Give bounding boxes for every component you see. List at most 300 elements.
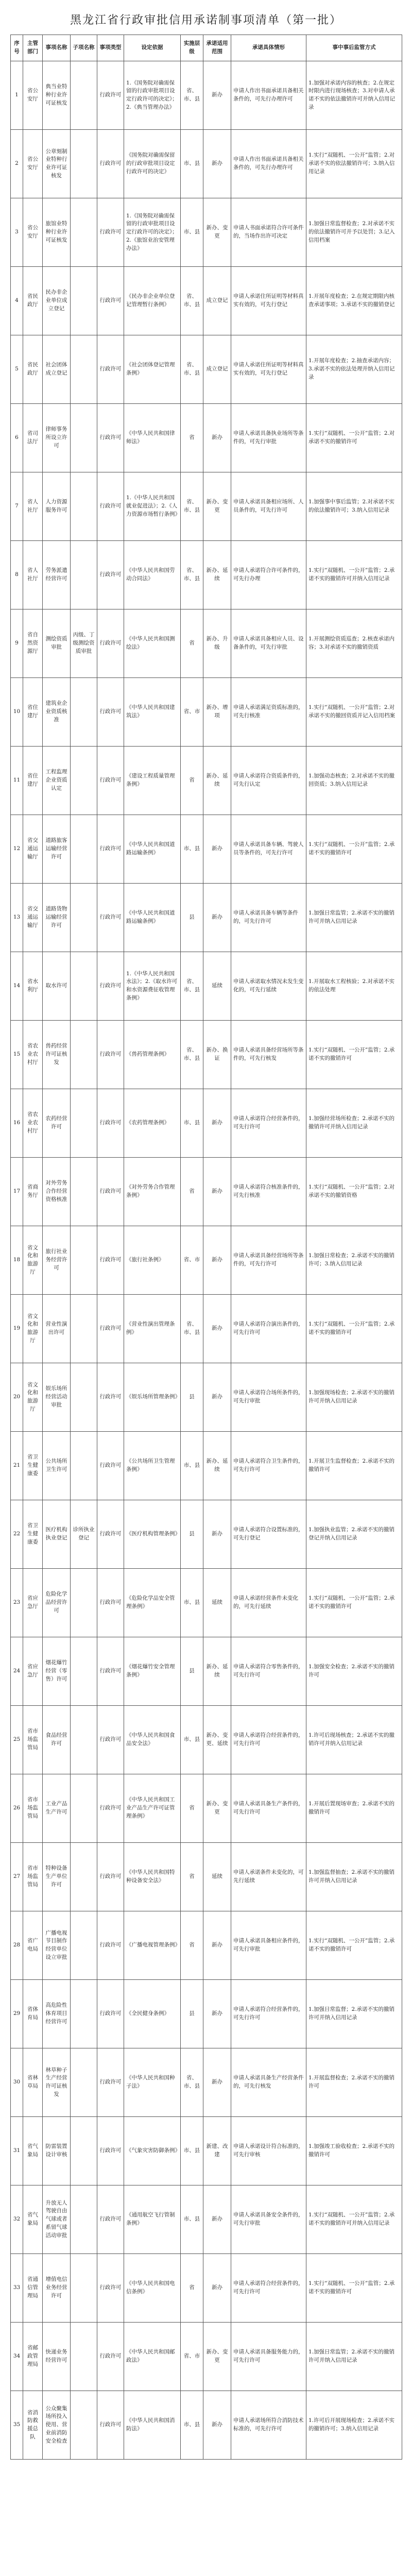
cell-sub xyxy=(71,1158,97,1226)
cell-sub xyxy=(71,1774,97,1843)
table-row xyxy=(11,1363,402,1432)
table-row xyxy=(11,472,402,541)
cell-commit: 申请人承诺设计符合标准的，可先行审核 xyxy=(231,2117,306,2185)
cell-name: 高危险性体育项目经营许可 xyxy=(43,1980,71,2048)
cell-dept: 省交通运输厅 xyxy=(23,815,43,884)
cell-range: 新办 xyxy=(203,2391,231,2460)
cell-super: 1.加强日常监管；2.承诺不实的撤销许可并纳入信用记录 xyxy=(306,884,402,952)
cell-range: 成立登记 xyxy=(203,267,231,335)
cell-range: 新办 xyxy=(203,2185,231,2254)
cell-super: 1.许可后现场核查；2.承诺不实的撤销许可并纳入信用记录 xyxy=(306,1706,402,1774)
cell-level: 省、市、县 xyxy=(181,472,203,541)
cell-name: 民办非企业单位成立登记 xyxy=(43,267,71,335)
cell-commit: 申请人承诺具备执业场所等条件的，可先行审批 xyxy=(231,404,306,472)
cell-level: 县 xyxy=(181,1500,203,1569)
cell-sub xyxy=(71,61,97,130)
cell-super: 1.许可后开展现场检查；2.承诺不实的撤销许可；3.纳入信用记录 xyxy=(306,2391,402,2460)
table-row xyxy=(11,1569,402,1637)
cell-type: 行政许可 xyxy=(97,2391,124,2460)
cell-no: 16 xyxy=(11,1089,23,1158)
cell-basis: 《医疗机构管理条例》 xyxy=(124,1500,181,1569)
cell-sub: 诊所执业登记 xyxy=(71,1500,97,1569)
cell-super: 1.加强现场检查；2.承诺不实的撤销许可并纳入信用记录 xyxy=(306,1363,402,1432)
cell-dept: 省广电局 xyxy=(23,1911,43,1980)
cell-range: 新办 xyxy=(203,2254,231,2323)
cell-sub xyxy=(71,1980,97,2048)
cell-super: 1.实行“双随机、一公开”监管；2.承诺不实的撤销许可 xyxy=(306,1021,402,1089)
cell-no: 23 xyxy=(11,1569,23,1637)
cell-sub xyxy=(71,404,97,472)
cell-sub xyxy=(71,2323,97,2391)
table-body xyxy=(11,61,402,2460)
cell-name: 农药经营许可 xyxy=(43,1089,71,1158)
cell-basis: 《中华人民共和国消防法》 xyxy=(124,2391,181,2460)
cell-dept: 省通信管理局 xyxy=(23,2254,43,2323)
cell-no: 2 xyxy=(11,130,23,198)
cell-level: 省 xyxy=(181,1158,203,1226)
cell-basis: 《建设工程质量管理条例》 xyxy=(124,747,181,815)
cell-name: 危险化学品经营许可 xyxy=(43,1569,71,1637)
cell-name: 升放无人驾驶自由气球或者系留气球活动审批 xyxy=(43,2185,71,2254)
cell-type: 行政许可 xyxy=(97,61,124,130)
cell-name: 公章刻制业特种行业许可证核发 xyxy=(43,130,71,198)
cell-no: 13 xyxy=(11,884,23,952)
cell-type: 行政许可 xyxy=(97,1637,124,1706)
cell-sub xyxy=(71,541,97,609)
cell-no: 26 xyxy=(11,1774,23,1843)
cell-level: 县 xyxy=(181,1637,203,1706)
cell-type: 行政许可 xyxy=(97,1021,124,1089)
table-row xyxy=(11,2185,402,2254)
table-row xyxy=(11,1295,402,1363)
document-page xyxy=(10,0,402,2465)
table-row xyxy=(11,2048,402,2117)
cell-commit: 申请人承诺符合设置标准的，可先行登记 xyxy=(231,1500,306,1569)
table-row xyxy=(11,1637,402,1706)
cell-super: 1.加强经营场所检查；2.承诺不实的撤销许可并纳入信用记录 xyxy=(306,1089,402,1158)
table-row xyxy=(11,747,402,815)
cell-no: 17 xyxy=(11,1158,23,1226)
table-row xyxy=(11,2391,402,2460)
cell-range: 新办 xyxy=(203,1158,231,1226)
cell-level: 市、县 xyxy=(181,198,203,267)
cell-basis: 《娱乐场所管理条例》 xyxy=(124,1363,181,1432)
cell-no: 10 xyxy=(11,678,23,747)
cell-basis: 《中华人民共和国种子法》 xyxy=(124,2048,181,2117)
cell-level: 省 xyxy=(181,404,203,472)
cell-commit: 申请人承诺符合资质条件的，可先行认定 xyxy=(231,747,306,815)
cell-commit: 申请人承诺符合卫生条件的，可先行许可 xyxy=(231,1432,306,1500)
cell-sub xyxy=(71,335,97,404)
cell-range: 新建、改建 xyxy=(203,2117,231,2185)
cell-commit: 申请人承诺具备安全条件的，可先行审批 xyxy=(231,2185,306,2254)
cell-sub xyxy=(71,1569,97,1637)
table-row xyxy=(11,1089,402,1158)
cell-basis: 《营业性演出管理条例》 xyxy=(124,1295,181,1363)
cell-dept: 省气象局 xyxy=(23,2117,43,2185)
cell-name: 营业性演出许可 xyxy=(43,1295,71,1363)
cell-basis: 《气象灾害防御条例》 xyxy=(124,2117,181,2185)
cell-commit: 申请人承诺取水情况未发生变化的，可先行延续 xyxy=(231,952,306,1021)
cell-no: 12 xyxy=(11,815,23,884)
cell-no: 18 xyxy=(11,1226,23,1295)
cell-type: 行政许可 xyxy=(97,1363,124,1432)
cell-commit: 申请人承诺条件未变化的，可先行延续 xyxy=(231,1843,306,1911)
document-title: 黑龙江省行政审批信用承诺制事项清单（第一批） xyxy=(70,14,342,27)
cell-super: 1.实行“双随机、一公开”监管；2.承诺不实的撤销许可 xyxy=(306,1295,402,1363)
cell-commit: 申请人承诺符合场所条件的，可先行审批 xyxy=(231,1363,306,1432)
cell-type: 行政许可 xyxy=(97,609,124,678)
cell-super: 1.实行“双随机、一公开”监管；2.对承诺不实的撤回资质并记入信用档案 xyxy=(306,678,402,747)
cell-range: 新办、增项 xyxy=(203,678,231,747)
cell-no: 7 xyxy=(11,472,23,541)
cell-range: 新办 xyxy=(203,1295,231,1363)
cell-name: 对外劳务合作经营资格核准 xyxy=(43,1158,71,1226)
cell-no: 31 xyxy=(11,2117,23,2185)
cell-no: 25 xyxy=(11,1706,23,1774)
cell-sub xyxy=(71,747,97,815)
cell-level: 省、市、县 xyxy=(181,952,203,1021)
cell-type: 行政许可 xyxy=(97,1980,124,2048)
cell-range: 新办、变更 xyxy=(203,2323,231,2391)
cell-super: 1.开展测绘资质巡查；2.核查承诺内容；3.对承诺不实的撤销资质 xyxy=(306,609,402,678)
cell-name: 增值电信业务经营许可 xyxy=(43,2254,71,2323)
table-row xyxy=(11,1980,402,2048)
cell-level: 省、市、县 xyxy=(181,2048,203,2117)
cell-dept: 省自然资源厅 xyxy=(23,609,43,678)
cell-basis: 《对外劳务合作管理条例》 xyxy=(124,1158,181,1226)
cell-range: 新办、变更 xyxy=(203,472,231,541)
cell-basis: 1.《中华人民共和国水法》；2.《取水许可和水资源费征收管理条例》 xyxy=(124,952,181,1021)
cell-sub xyxy=(71,267,97,335)
cell-name: 社会团体成立登记 xyxy=(43,335,71,404)
cell-no: 22 xyxy=(11,1500,23,1569)
cell-basis: 《中华人民共和国电信条例》 xyxy=(124,2254,181,2323)
header-name: 事项名称 xyxy=(43,35,71,61)
cell-no: 21 xyxy=(11,1432,23,1500)
cell-commit: 申请人承诺具备车辆等条件的，可先行许可 xyxy=(231,884,306,952)
cell-sub xyxy=(71,130,97,198)
cell-commit: 申请人承诺经营条件未变化的，可先行延续 xyxy=(231,1569,306,1637)
cell-level: 市、县 xyxy=(181,1706,203,1774)
cell-basis: 《中华人民共和国律师法》 xyxy=(124,404,181,472)
cell-level: 省 xyxy=(181,1774,203,1843)
cell-type: 行政许可 xyxy=(97,1911,124,1980)
cell-commit: 申请人作出书面承诺具备相关条件的，可先行办理许可 xyxy=(231,130,306,198)
cell-commit: 申请人承诺符合演出条件的，可先行许可 xyxy=(231,1295,306,1363)
cell-sub xyxy=(71,1843,97,1911)
cell-super: 1.加强日常监管；2.承诺不实的撤销许可并纳入信用记录 xyxy=(306,2323,402,2391)
cell-range: 新办 xyxy=(203,404,231,472)
cell-no: 14 xyxy=(11,952,23,1021)
cell-type: 行政许可 xyxy=(97,1569,124,1637)
cell-super: 1.开展监督检查；2.承诺不实的撤销许可 xyxy=(306,2048,402,2117)
table-row xyxy=(11,609,402,678)
table-row xyxy=(11,1500,402,1569)
cell-commit: 申请人承诺具备生产经营条件的，可先行核发 xyxy=(231,2048,306,2117)
cell-level: 省、市 xyxy=(181,1226,203,1295)
cell-no: 27 xyxy=(11,1843,23,1911)
cell-name: 快递业务经营许可 xyxy=(43,2323,71,2391)
table-row xyxy=(11,130,402,198)
cell-level: 省 xyxy=(181,2254,203,2323)
cell-level: 省、市、县 xyxy=(181,1021,203,1089)
cell-name: 兽药经营许可证核发 xyxy=(43,1021,71,1089)
cell-dept: 省文化和旅游厅 xyxy=(23,1363,43,1432)
cell-sub: 丙级、丁级测绘资质审批 xyxy=(71,609,97,678)
cell-basis: 《中华人民共和国测绘法》 xyxy=(124,609,181,678)
cell-dept: 省市场监管局 xyxy=(23,1706,43,1774)
cell-level: 省 xyxy=(181,609,203,678)
cell-range: 新办 xyxy=(203,1363,231,1432)
cell-super: 1.加强动态核查；2.对承诺不实的撤回资质；3.纳入信用记录 xyxy=(306,747,402,815)
cell-level: 省 xyxy=(181,1843,203,1911)
cell-range: 新办 xyxy=(203,1089,231,1158)
cell-basis: 《国务院对确需保留的行政审批项目设定行政许可的决定》 xyxy=(124,130,181,198)
cell-sub xyxy=(71,2117,97,2185)
cell-range: 新办、延续 xyxy=(203,1432,231,1500)
cell-sub xyxy=(71,815,97,884)
cell-name: 道路货物运输经营许可 xyxy=(43,884,71,952)
cell-type: 行政许可 xyxy=(97,1226,124,1295)
cell-dept: 省邮政管理局 xyxy=(23,2323,43,2391)
cell-super: 1.实行“双随机、一公开”监管；2.对承诺不实的撤销资格 xyxy=(306,1158,402,1226)
table-row xyxy=(11,61,402,130)
cell-type: 行政许可 xyxy=(97,2048,124,2117)
cell-dept: 省人社厅 xyxy=(23,472,43,541)
cell-super: 1.实行“双随机、一公开”监管；2.承诺不实的撤销许可 xyxy=(306,815,402,884)
cell-super: 1.加强事中事后监管；2.对承诺不实的依法撤销许可；3.纳入信用记录 xyxy=(306,472,402,541)
cell-range: 延续 xyxy=(203,1843,231,1911)
cell-basis: 《通用航空飞行管制条例》 xyxy=(124,2185,181,2254)
cell-commit: 申请人作出书面承诺具备相关条件的，可先行办理许可 xyxy=(231,61,306,130)
cell-super: 1.实行“双随机、一公开”监管；2.对承诺不实的依法撤销许可；3.纳入信用记录 xyxy=(306,130,402,198)
cell-range: 延续 xyxy=(203,1569,231,1637)
cell-no: 20 xyxy=(11,1363,23,1432)
cell-range: 新办 xyxy=(203,1980,231,2048)
cell-level: 省、市、县 xyxy=(181,335,203,404)
table-row xyxy=(11,2117,402,2185)
cell-commit: 申请人承诺具备服务能力的，可先行许可 xyxy=(231,2323,306,2391)
table-row xyxy=(11,1843,402,1911)
header-level: 实施层级 xyxy=(181,35,203,61)
cell-no: 1 xyxy=(11,61,23,130)
cell-name: 食品经营许可 xyxy=(43,1706,71,1774)
cell-basis: 《危险化学品安全管理条例》 xyxy=(124,1569,181,1637)
cell-commit: 申请人承诺住所证明等材料真实有效的，可先行登记 xyxy=(231,267,306,335)
cell-sub xyxy=(71,2391,97,2460)
cell-level: 省 xyxy=(181,1911,203,1980)
cell-name: 公共场所卫生许可 xyxy=(43,1432,71,1500)
cell-name: 防雷装置设计审核 xyxy=(43,2117,71,2185)
cell-no: 6 xyxy=(11,404,23,472)
cell-name: 旅馆业特种行业许可证核发 xyxy=(43,198,71,267)
cell-no: 3 xyxy=(11,198,23,267)
cell-range: 延续 xyxy=(203,952,231,1021)
cell-basis: 《烟花爆竹安全管理条例》 xyxy=(124,1637,181,1706)
cell-name: 娱乐场所经营活动审批 xyxy=(43,1363,71,1432)
cell-basis: 《社会团体登记管理条例》 xyxy=(124,335,181,404)
cell-dept: 省住建厅 xyxy=(23,678,43,747)
table-row xyxy=(11,1021,402,1089)
cell-no: 4 xyxy=(11,267,23,335)
cell-commit: 申请人承诺具备相应场所、人员条件的，可先行许可 xyxy=(231,472,306,541)
cell-type: 行政许可 xyxy=(97,1432,124,1500)
cell-range: 成立登记 xyxy=(203,335,231,404)
cell-dept: 省农业农村厅 xyxy=(23,1021,43,1089)
cell-type: 行政许可 xyxy=(97,1089,124,1158)
table-row xyxy=(11,884,402,952)
cell-sub xyxy=(71,1637,97,1706)
cell-basis: 《中华人民共和国建筑法》 xyxy=(124,678,181,747)
cell-super: 1.加强对承诺内容的核查；2.在规定时限内进行现场核查；3.对申请人承诺不实的依法撤销许可并纳入信用记录 xyxy=(306,61,402,130)
cell-no: 28 xyxy=(11,1911,23,1980)
cell-super: 1.实行“双随机、一公开”监管；2.对承诺不实的撤销许可 xyxy=(306,404,402,472)
cell-name: 取水许可 xyxy=(43,952,71,1021)
cell-dept: 省农业农村厅 xyxy=(23,1089,43,1158)
cell-no: 15 xyxy=(11,1021,23,1089)
cell-type: 行政许可 xyxy=(97,884,124,952)
cell-no: 11 xyxy=(11,747,23,815)
cell-dept: 省人社厅 xyxy=(23,541,43,609)
cell-level: 省、市、县 xyxy=(181,541,203,609)
cell-super: 1.实行“双随机、一公开”监管；2.承诺不实的撤销许可 xyxy=(306,1569,402,1637)
cell-basis: 1.《中华人民共和国就业促进法》；2.《人力资源市场暂行条例》 xyxy=(124,472,181,541)
cell-commit: 申请人承诺满足资质标准的，可先行核准 xyxy=(231,678,306,747)
cell-no: 8 xyxy=(11,541,23,609)
cell-sub xyxy=(71,2185,97,2254)
cell-name: 工程监理企业资质认定 xyxy=(43,747,71,815)
cell-super: 1.加强日常监督；2.承诺不实的撤销许可并纳入信用记录 xyxy=(306,1980,402,2048)
cell-super: 1.实行“双随机、一公开”监管；2.承诺不实的撤销许可 xyxy=(306,1911,402,1980)
cell-type: 行政许可 xyxy=(97,952,124,1021)
cell-dept: 省市场监管局 xyxy=(23,1843,43,1911)
cell-basis: 《中华人民共和国工业产品生产许可证管理条例》 xyxy=(124,1774,181,1843)
cell-super: 1.实行“双随机、一公开”监管；2.承诺不实的撤销许可并纳入信用记录 xyxy=(306,2185,402,2254)
cell-sub xyxy=(71,1021,97,1089)
cell-basis: 《农药管理条例》 xyxy=(124,1089,181,1158)
cell-sub xyxy=(71,472,97,541)
cell-commit: 申请人承诺具备车辆、驾驶人员等条件的，可先行许可 xyxy=(231,815,306,884)
cell-dept: 省卫生健康委 xyxy=(23,1432,43,1500)
cell-level: 县 xyxy=(181,884,203,952)
table-row xyxy=(11,2254,402,2323)
cell-super: 1.加强监督抽查；2.承诺不实的撤销许可并纳入信用记录 xyxy=(306,1843,402,1911)
table-row xyxy=(11,1226,402,1295)
cell-sub xyxy=(71,1089,97,1158)
cell-sub xyxy=(71,952,97,1021)
header-sub: 子项名称 xyxy=(71,35,97,61)
cell-commit: 申请人承诺符合核准条件的，可先行核准 xyxy=(231,1158,306,1226)
cell-dept: 省应急厅 xyxy=(23,1637,43,1706)
cell-level: 市、县 xyxy=(181,1569,203,1637)
cell-no: 32 xyxy=(11,2185,23,2254)
cell-basis: 《中华人民共和国道路运输条例》 xyxy=(124,884,181,952)
cell-basis: 《中华人民共和国特种设备安全法》 xyxy=(124,1843,181,1911)
cell-dept: 省交通运输厅 xyxy=(23,884,43,952)
table-row xyxy=(11,1706,402,1774)
cell-type: 行政许可 xyxy=(97,130,124,198)
cell-type: 行政许可 xyxy=(97,1774,124,1843)
cell-dept: 省消防救援总队 xyxy=(23,2391,43,2460)
table-row xyxy=(11,404,402,472)
cell-range: 新办 xyxy=(203,815,231,884)
cell-sub xyxy=(71,1911,97,1980)
cell-dept: 省卫生健康委 xyxy=(23,1500,43,1569)
cell-range: 新办 xyxy=(203,61,231,130)
table-row xyxy=(11,198,402,267)
cell-sub xyxy=(71,1295,97,1363)
cell-super: 1.加强执业监管；2.承诺不实的撤销登记并纳入信用记录 xyxy=(306,1500,402,1569)
cell-level: 市、县 xyxy=(181,815,203,884)
cell-type: 行政许可 xyxy=(97,747,124,815)
table-row xyxy=(11,1774,402,1843)
cell-range: 新办、变更、延续 xyxy=(203,1706,231,1774)
cell-dept: 省体育局 xyxy=(23,1980,43,2048)
cell-range: 新办、变更 xyxy=(203,198,231,267)
header-basis: 设定依据 xyxy=(124,35,181,61)
cell-type: 行政许可 xyxy=(97,2117,124,2185)
cell-basis: 《中华人民共和国食品安全法》 xyxy=(124,1706,181,1774)
cell-dept: 省民政厅 xyxy=(23,267,43,335)
cell-commit: 申请人书面承诺符合许可条件的，当场作出许可决定 xyxy=(231,198,306,267)
cell-level: 省、市、县 xyxy=(181,1295,203,1363)
cell-level: 省、市、县 xyxy=(181,61,203,130)
cell-range: 新办 xyxy=(203,884,231,952)
table-row xyxy=(11,1432,402,1500)
cell-level: 县 xyxy=(181,1363,203,1432)
cell-commit: 申请人承诺具备相应人员、设备条件的，可先行审批 xyxy=(231,609,306,678)
cell-type: 行政许可 xyxy=(97,404,124,472)
cell-type: 行政许可 xyxy=(97,2185,124,2254)
cell-range: 新办、变更 xyxy=(203,1774,231,1843)
cell-dept: 省文化和旅游厅 xyxy=(23,1295,43,1363)
cell-type: 行政许可 xyxy=(97,198,124,267)
cell-commit: 申请人承诺具备相应条件的，可先行审批 xyxy=(231,1911,306,1980)
cell-level: 市、县 xyxy=(181,1432,203,1500)
cell-type: 行政许可 xyxy=(97,267,124,335)
cell-no: 24 xyxy=(11,1637,23,1706)
cell-name: 旅行社业务经营许可 xyxy=(43,1226,71,1295)
cell-dept: 省商务厅 xyxy=(23,1158,43,1226)
cell-range: 新办 xyxy=(203,130,231,198)
cell-range: 新办 xyxy=(203,1500,231,1569)
cell-commit: 申请人承诺符合经营条件的，可先行许可 xyxy=(231,2254,306,2323)
cell-basis: 《广播电视管理条例》 xyxy=(124,1911,181,1980)
cell-range: 新办、延续 xyxy=(203,541,231,609)
cell-type: 行政许可 xyxy=(97,472,124,541)
cell-name: 工业产品生产许可 xyxy=(43,1774,71,1843)
cell-super: 1.开展年度检查；2.抽查承诺内容；3.承诺不实的依法处理并纳入信用记录 xyxy=(306,335,402,404)
cell-basis: 《民办非企业单位登记管理暂行条例》 xyxy=(124,267,181,335)
cell-level: 市、县 xyxy=(181,1089,203,1158)
cell-name: 典当业特种行业许可证核发 xyxy=(43,61,71,130)
cell-name: 测绘资质审批 xyxy=(43,609,71,678)
header-no: 序号 xyxy=(11,35,23,61)
cell-type: 行政许可 xyxy=(97,1158,124,1226)
cell-commit: 申请人承诺住所证明等材料真实有效的，可先行登记 xyxy=(231,335,306,404)
cell-commit: 申请人承诺符合经营条件的，可先行许可 xyxy=(231,1089,306,1158)
cell-super: 1.实行“双随机、一公开”监管；2.承诺不实的撤销许可 xyxy=(306,2254,402,2323)
cell-type: 行政许可 xyxy=(97,678,124,747)
cell-super: 1.开展年度检查；2.在规定期限内核查承诺事项；3.承诺不实的撤销登记 xyxy=(306,267,402,335)
cell-level: 市、县 xyxy=(181,2391,203,2460)
cell-sub xyxy=(71,2254,97,2323)
cell-commit: 申请人承诺具备经营场所等条件的，可先行核发 xyxy=(231,1021,306,1089)
items-table xyxy=(10,35,402,2460)
cell-no: 30 xyxy=(11,2048,23,2117)
cell-no: 34 xyxy=(11,2323,23,2391)
